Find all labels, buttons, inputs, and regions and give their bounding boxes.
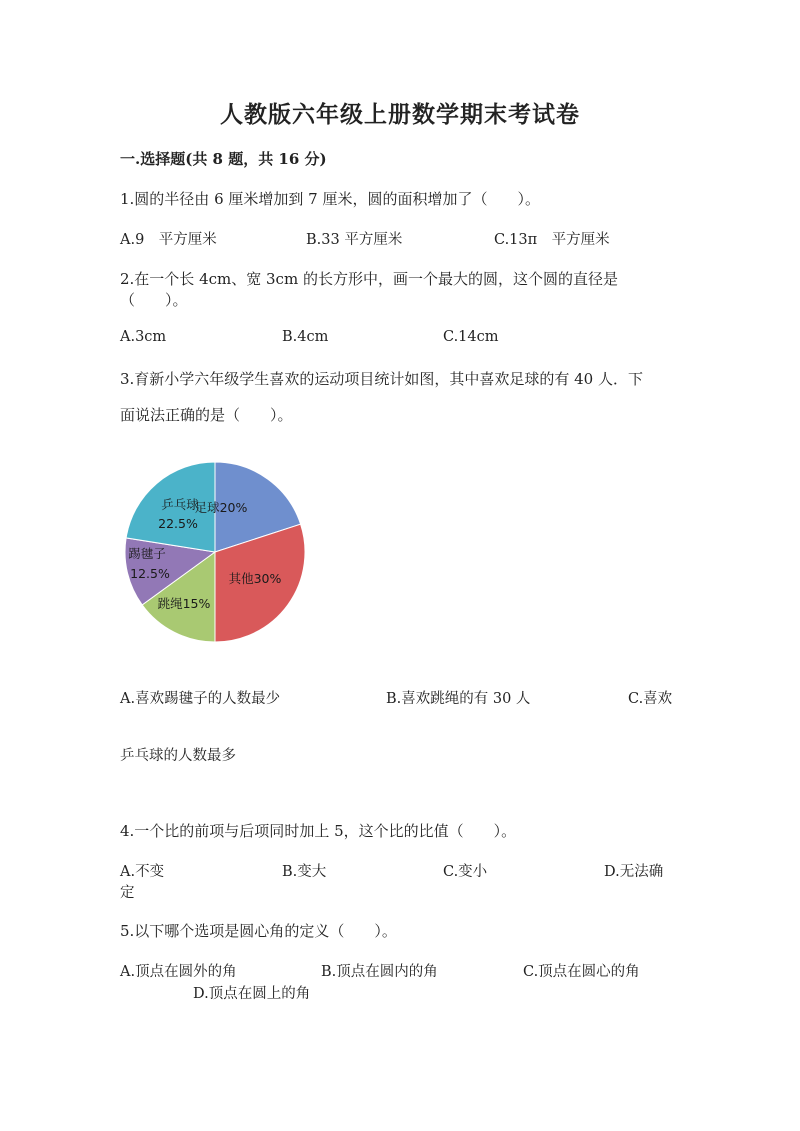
question-1-stem: 1.圆的半径由 6 厘米增加到 7 厘米，圆的面积增加了（ ）。 [120,190,540,208]
question-2-stem-line1: 2.在一个长 4cm、宽 3cm 的长方形中，画一个最大的圆，这个圆的直径是 [120,270,618,288]
section-title: 一.选择题(共 8 题，共 16 分) [120,150,327,168]
question-1-option-c: C.13π 平方厘米 [494,232,610,248]
question-4-stem: 4.一个比的前项与后项同时加上 5，这个比的比值（ ）。 [120,822,517,840]
pie-label-football: 足球20% [194,500,248,515]
question-5-option-b: B.顶点在圆内的角 [321,964,438,980]
pie-label-pingpong-value: 22.5% [158,516,198,531]
question-2-stem-line2: （ ）。 [120,291,188,309]
question-4-option-a: A.不变 [120,864,165,880]
question-2-option-b: B.4cm [282,329,329,345]
question-5-option-a: A.顶点在圆外的角 [120,964,237,980]
pie-label-rope: 跳绳15% [157,596,211,611]
question-4-option-d: D.无法确 [604,864,664,880]
question-2-option-a: A.3cm [120,329,167,345]
pie-label-pingpong-name: 乒乓球 [161,497,199,512]
question-4-option-b: B.变大 [282,864,327,880]
sports-pie-chart [110,450,320,660]
question-1-option-a: A.9 平方厘米 [120,232,217,248]
pie-label-shuttlecock-name: 踢毽子 [128,546,166,561]
question-3-stem-line1: 3.育新小学六年级学生喜欢的运动项目统计如图，其中喜欢足球的有 40 人．下 [120,370,643,388]
question-5-option-d: D.顶点在圆上的角 [193,986,311,1002]
pie-label-shuttlecock-value: 12.5% [130,566,170,581]
question-3-option-b: B.喜欢跳绳的有 30 人 [386,691,531,707]
question-1-option-b: B.33 平方厘米 [306,232,403,248]
question-4-option-c: C.变小 [443,864,488,880]
question-3-option-c: C.喜欢 [628,691,673,707]
question-2-option-c: C.14cm [443,329,499,345]
question-4-option-d-continued: 定 [120,885,135,901]
question-3-stem-line2: 面说法正确的是（ ）。 [120,406,293,424]
question-3-option-c-continued: 乒乓球的人数最多 [120,748,236,764]
question-5-stem: 5.以下哪个选项是圆心角的定义（ ）。 [120,922,397,940]
exam-title: 人教版六年级上册数学期末考试卷 [220,101,580,128]
question-5-option-c: C.顶点在圆心的角 [523,964,640,980]
pie-label-other: 其他30% [228,571,282,586]
question-3-option-a: A.喜欢踢毽子的人数最少 [120,691,281,707]
